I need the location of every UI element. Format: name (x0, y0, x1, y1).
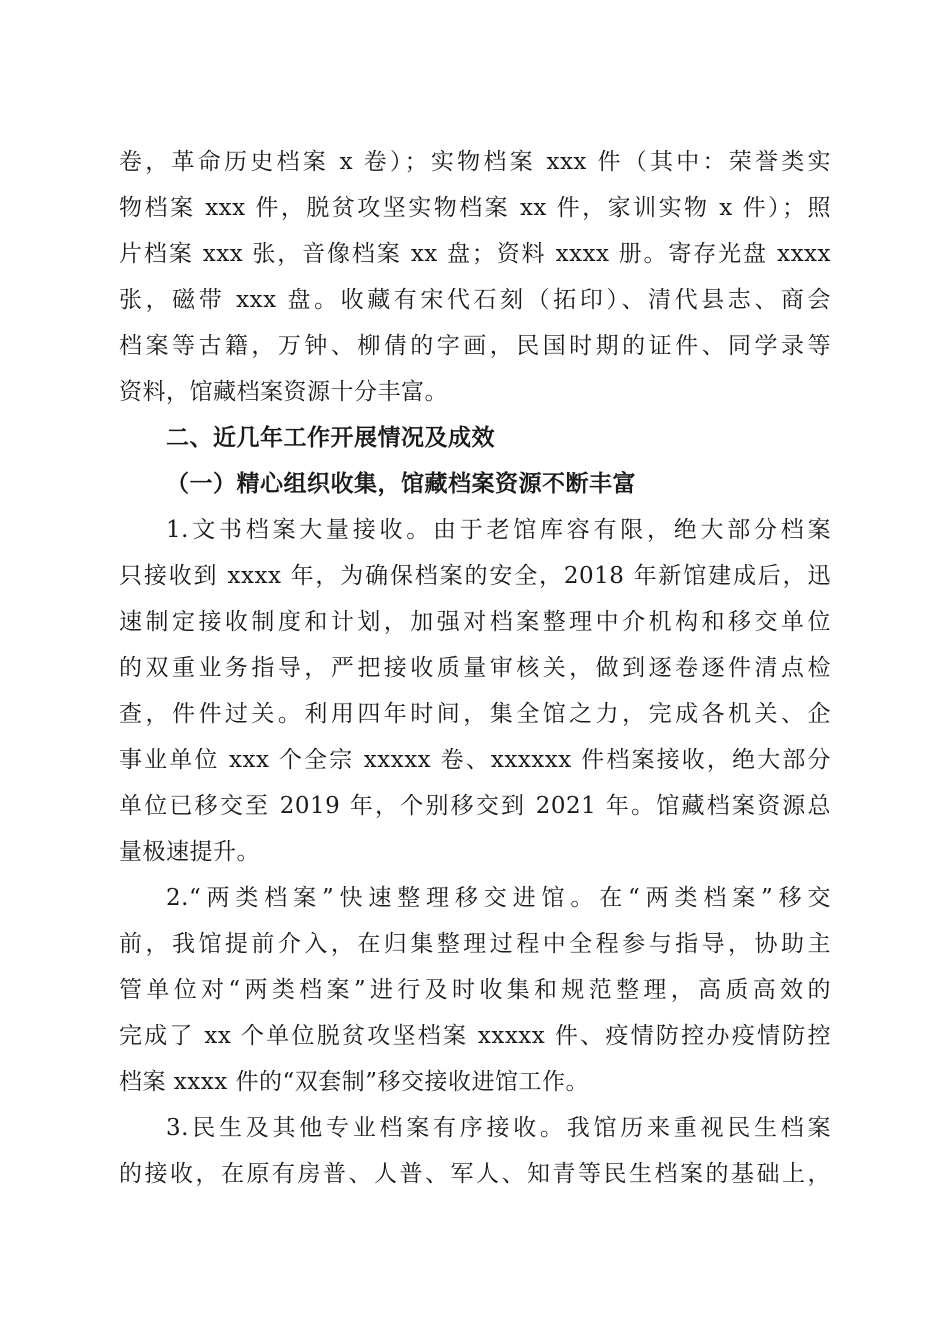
subsection-heading: （一）精心组织收集，馆藏档案资源不断丰富 (166, 470, 636, 497)
text-line: 张，磁带 xxx 盘。收藏有宋代石刻（拓印）、清代县志、商会 (119, 287, 831, 313)
text-line: 只接收到 xxxx 年，为确保档案的安全，2018 年新馆建成后，迅 (119, 563, 831, 589)
text-line: 量极速提升。 (119, 839, 260, 865)
text-line: 前，我馆提前介入，在归集整理过程中全程参与指导，协助主 (119, 931, 831, 957)
text-line: 的双重业务指导，严把接收质量审核关，做到逐卷逐件清点检 (119, 655, 831, 681)
text-line: 的接收，在原有房普、人普、军人、知青等民生档案的基础上， (119, 1161, 831, 1187)
text-line: 事业单位 xxx 个全宗 xxxxx 卷、xxxxxx 件档案接收，绝大部分 (119, 747, 831, 773)
text-line: 3.民生及其他专业档案有序接收。我馆历来重视民生档案 (166, 1115, 831, 1141)
text-line: 单位已移交至 2019 年，个别移交到 2021 年。馆藏档案资源总 (119, 793, 831, 819)
text-line: 片档案 xxx 张，音像档案 xx 盘；资料 xxxx 册。寄存光盘 xxxx (119, 241, 831, 267)
text-line: 资料，馆藏档案资源十分丰富。 (119, 379, 448, 405)
text-line: 查，件件过关。利用四年时间，集全馆之力，完成各机关、企 (119, 701, 831, 727)
text-line: 档案 xxxx 件的“双套制”移交接收进馆工作。 (119, 1069, 590, 1095)
text-line: 完成了 xx 个单位脱贫攻坚档案 xxxxx 件、疫情防控办疫情防控 (119, 1023, 831, 1049)
text-line: 物档案 xxx 件，脱贫攻坚实物档案 xx 件，家训实物 x 件）；照 (119, 195, 831, 221)
text-line: 管单位对“两类档案”进行及时收集和规范整理，高质高效的 (119, 977, 831, 1003)
text-line: 2.“两类档案”快速整理移交进馆。在“两类档案”移交 (166, 885, 831, 911)
text-line: 速制定接收制度和计划，加强对档案整理中介机构和移交单位 (119, 609, 831, 635)
text-line: 卷，革命历史档案 x 卷）；实物档案 xxx 件（其中：荣誉类实 (119, 149, 831, 175)
section-heading: 二、近几年工作开展情况及成效 (166, 425, 495, 451)
text-line: 1.文书档案大量接收。由于老馆库容有限，绝大部分档案 (166, 517, 831, 543)
text-line: 档案等古籍，万钟、柳倩的字画，民国时期的证件、同学录等 (119, 333, 831, 359)
